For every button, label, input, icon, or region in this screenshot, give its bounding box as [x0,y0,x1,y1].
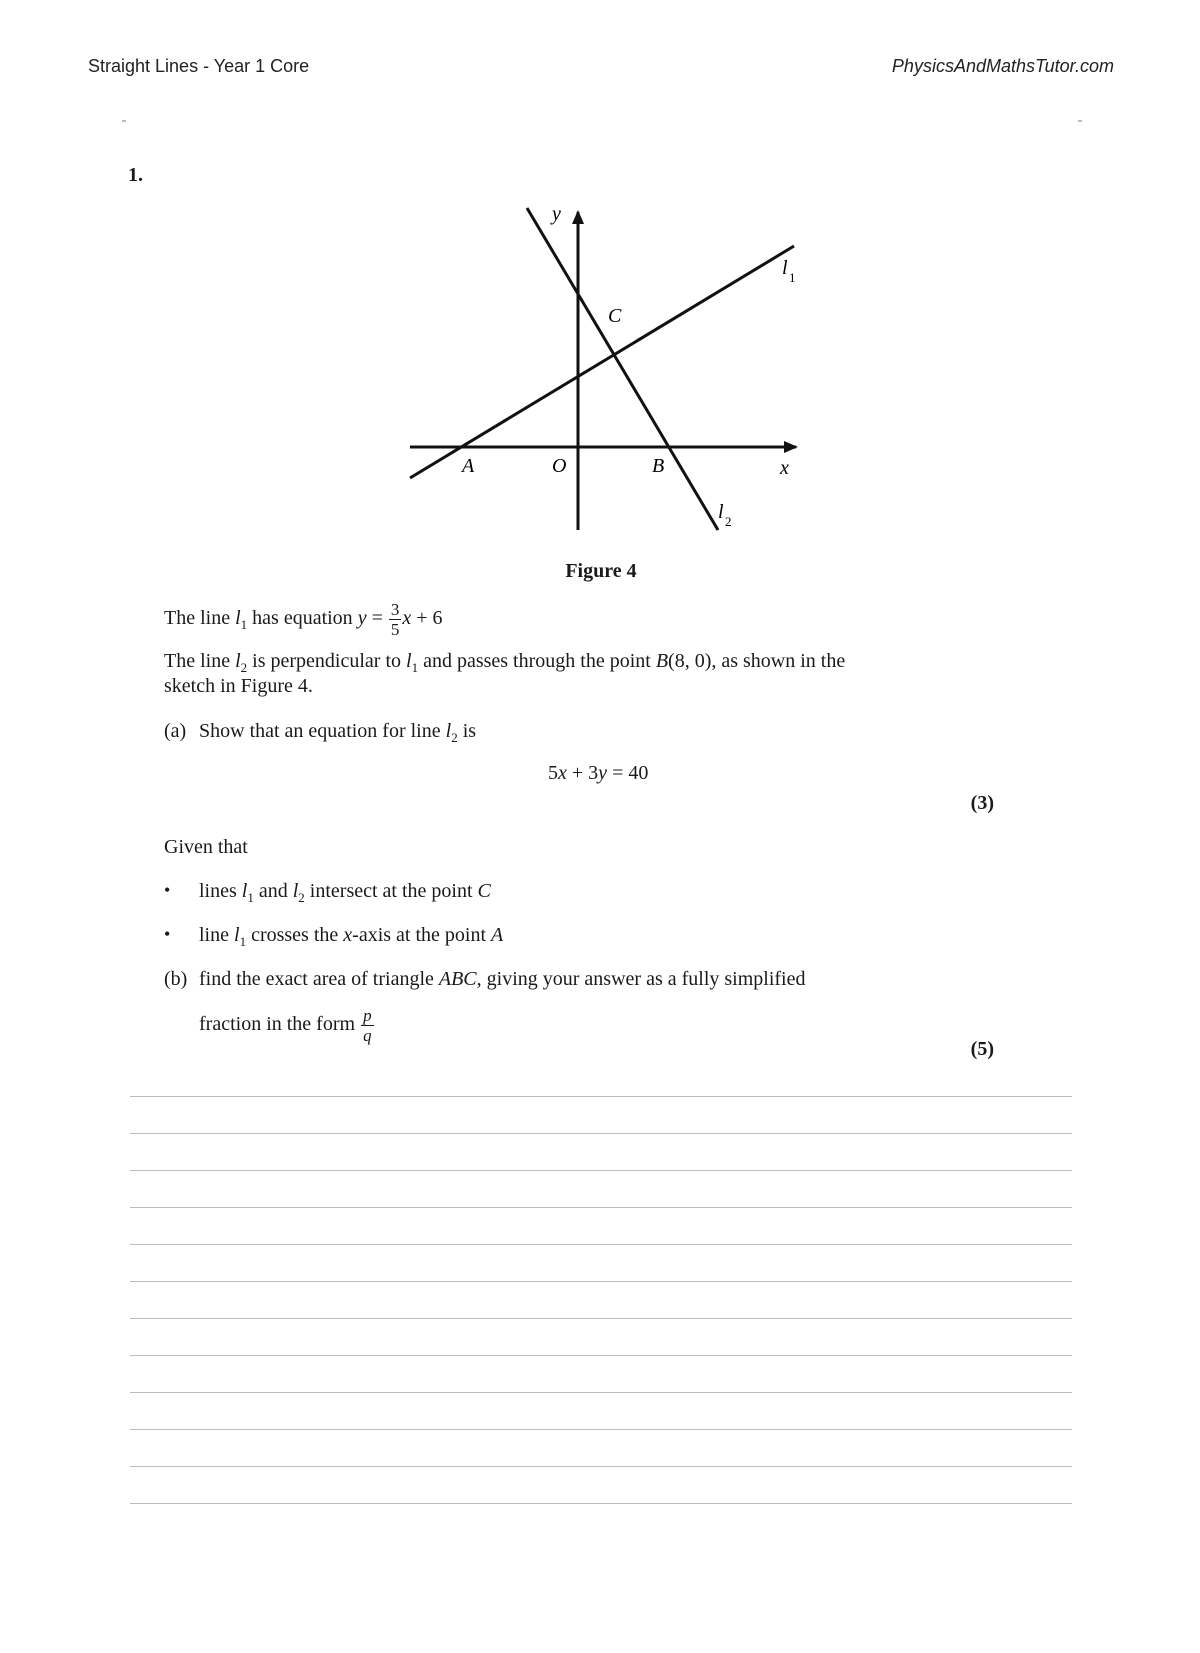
fraction-p-over-q: $\frac{p}{q}$ [363,1006,372,1045]
label-l1: l [782,257,788,279]
answer-line[interactable] [130,1207,1072,1208]
answer-line[interactable] [130,1281,1072,1282]
label-x: x [780,457,789,479]
part-a-equation: 5x + 3y = 40 [548,762,649,784]
bullet-2-text: line $l_1$ crosses the x-axis at the point A [199,924,504,949]
answer-line[interactable] [130,1170,1072,1171]
header-site: PhysicsAndMathsTutor.com [891,56,1114,76]
answer-line[interactable] [130,1503,1072,1504]
answer-line[interactable] [130,1133,1072,1134]
given-that-text: Given that [164,836,248,858]
figure-4-sketch [400,200,820,540]
answer-line[interactable] [130,1466,1072,1467]
l2-description-line2: sketch in Figure 4. [164,675,313,697]
line-l1 [410,246,794,478]
figure-caption: Figure 4 [565,560,637,582]
part-a-text: Show that an equation for line $l_2$ is [199,720,477,745]
part-b-text-line2: fraction in the form $\frac{p}{q}$ [199,1006,372,1045]
bullet-1-marker: • [164,880,171,900]
label-l1-subscript: 1 [789,270,796,285]
answer-line[interactable] [130,1355,1072,1356]
part-a-marks: (3) [970,792,994,814]
label-point-c: C [608,305,622,327]
answer-line[interactable] [130,1429,1072,1430]
part-b-label: (b) [164,968,188,990]
label-l2: l [718,501,724,523]
answer-line[interactable] [130,1244,1072,1245]
bullet-1-text: lines $l_1$ and $l_2$ intersect at the point C [199,880,491,905]
answer-line[interactable] [130,1392,1072,1393]
part-a-label: (a) [164,720,187,742]
label-point-a: A [462,455,475,477]
header-title: Straight Lines - Year 1 Core [88,56,310,76]
corner-mark-left [122,120,126,122]
label-origin: O [552,455,567,477]
corner-mark-right [1078,120,1082,122]
part-b-marks: (5) [970,1038,994,1060]
l1-equation-sentence: The line $l_1$ has equation y = $\frac{3}{5}$ x + 6 [164,600,443,639]
answer-line[interactable] [130,1096,1072,1097]
label-y: y [552,203,561,225]
answer-line[interactable] [130,1318,1072,1319]
line-l2 [527,208,718,530]
l2-description-line1: The line $l_2$ is perpendicular to $l_1$ and passes through the point B(8, 0), as shown in the [164,650,846,675]
label-point-b: B [652,455,665,477]
question-number: 1. [128,164,143,186]
bullet-2-marker: • [164,924,171,944]
part-b-text-line1: find the exact area of triangle ABC, giving your answer as a fully simplified [199,968,806,990]
label-l2-subscript: 2 [725,514,732,529]
fraction-three-fifths: $\frac{3}{5}$ [390,600,400,639]
